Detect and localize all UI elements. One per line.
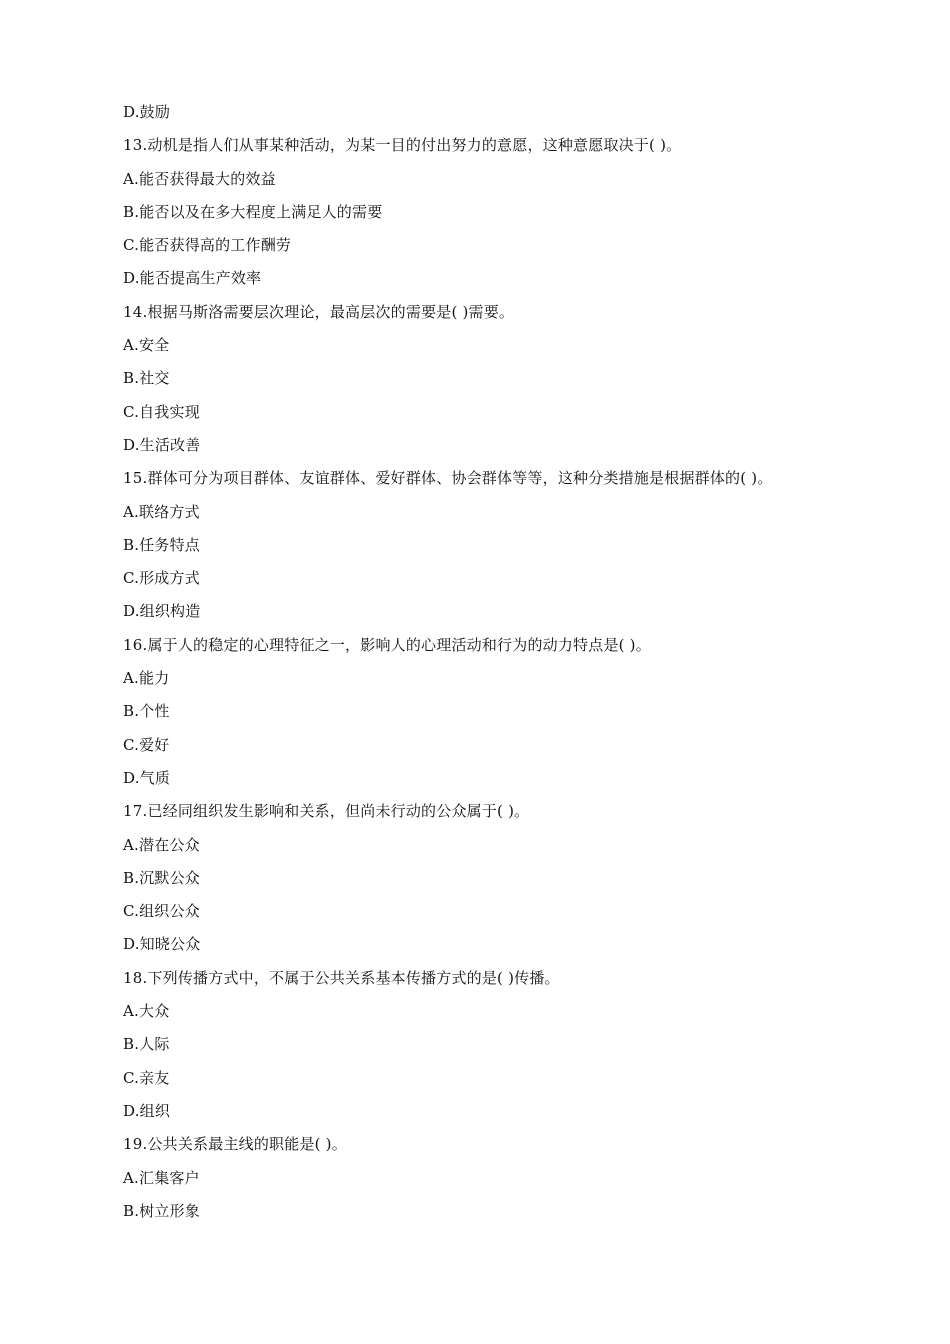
option-text: B.任务特点 <box>123 535 200 554</box>
option-text: D.组织 <box>123 1101 171 1120</box>
option-text: D.知晓公众 <box>123 935 201 954</box>
option-text: C.自我实现 <box>123 402 200 421</box>
option-text: B.个性 <box>123 702 170 721</box>
option-text: D.组织构造 <box>123 602 201 621</box>
option-text: A.大众 <box>123 1002 170 1021</box>
option-text: C.组织公众 <box>123 902 200 921</box>
question-text: 14.根据马斯洛需要层次理论，最高层次的需要是( )需要。 <box>123 302 515 321</box>
question-text: 15.群体可分为项目群体、友谊群体、爱好群体、协会群体等等，这种分类措施是根据群体的( )。 <box>123 469 773 488</box>
option-text: A.能否获得最大的效益 <box>123 169 276 188</box>
question-text: 19.公共关系最主线的职能是( )。 <box>123 1135 347 1154</box>
option-text: B.人际 <box>123 1035 170 1054</box>
option-text: C.能否获得高的工作酬劳 <box>123 236 292 255</box>
question-text: 13.动机是指人们从事某种活动，为某一目的付出努力的意愿，这种意愿取决于( )。 <box>123 136 682 155</box>
option-text: A.能力 <box>123 669 170 688</box>
option-text: A.汇集客户 <box>123 1168 200 1187</box>
option-text: B.沉默公众 <box>123 868 200 887</box>
option-text: B.树立形象 <box>123 1201 200 1220</box>
option-text: D.气质 <box>123 768 171 787</box>
option-text: C.爱好 <box>123 735 170 754</box>
option-text: C.亲友 <box>123 1068 170 1087</box>
option-text: D.鼓励 <box>123 103 171 121</box>
option-text: A.潜在公众 <box>123 835 200 854</box>
question-text: 18.下列传播方式中，不属于公共关系基本传播方式的是( )传播。 <box>123 968 560 987</box>
option-text: B.社交 <box>123 369 170 388</box>
option-text: D.生活改善 <box>123 435 201 454</box>
option-text: D.能否提高生产效率 <box>123 269 262 288</box>
option-text: C.形成方式 <box>123 569 200 588</box>
document-page <box>123 99 923 1231</box>
option-text: A.联络方式 <box>123 502 200 521</box>
option-text: B.能否以及在多大程度上满足人的需要 <box>123 202 383 221</box>
question-text: 16.属于人的稳定的心理特征之一，影响人的心理活动和行为的动力特点是( )。 <box>123 635 651 654</box>
option-text: A.安全 <box>123 336 170 355</box>
question-text: 17.已经同组织发生影响和关系，但尚未行动的公众属于( )。 <box>123 802 530 821</box>
